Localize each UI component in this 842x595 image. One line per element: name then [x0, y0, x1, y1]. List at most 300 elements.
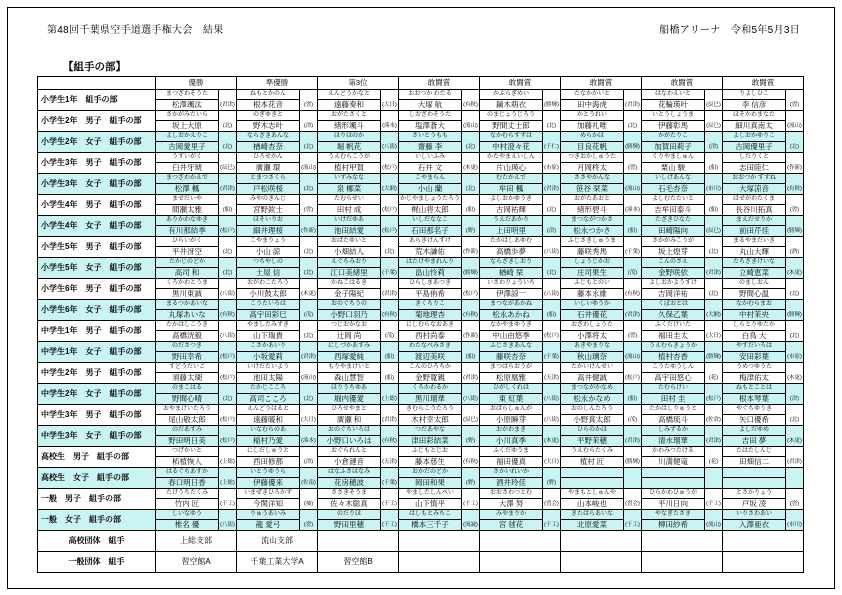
cell-content — [480, 426, 560, 446]
cell-content — [399, 426, 479, 446]
result-cell — [318, 489, 399, 510]
athlete-name: 池田太陽 — [253, 373, 283, 382]
name-block — [237, 153, 299, 173]
athlete-kana: ひろせかん — [237, 153, 299, 163]
athlete-kana: ひらしまあつき — [399, 279, 461, 289]
result-cell — [399, 300, 480, 321]
club-abbrev: (習) — [623, 321, 641, 341]
result-cell — [723, 363, 804, 384]
athlete-name: 坂上大原 — [172, 121, 202, 130]
result-cell — [561, 426, 642, 447]
athlete-kana: いしげあんな — [642, 174, 704, 184]
result-cell — [561, 258, 642, 279]
name-block — [318, 468, 380, 488]
cell-content — [561, 300, 641, 320]
name-block — [399, 342, 461, 362]
name-block — [399, 321, 461, 341]
result-cell — [156, 195, 237, 216]
athlete-kana: きたはらあいな — [561, 510, 623, 520]
result-cell — [480, 405, 561, 426]
result-cell — [642, 405, 723, 426]
team-result-cell — [399, 531, 480, 552]
name-block — [480, 342, 542, 362]
athlete-name: 植村杏香 — [658, 352, 688, 361]
result-cell — [156, 153, 237, 174]
club-abbrev: (習) — [299, 90, 317, 110]
name-block — [561, 510, 623, 530]
cell-content — [318, 258, 398, 278]
result-cell — [480, 279, 561, 300]
athlete-name: 藤本慈生 — [415, 457, 445, 466]
athlete-name: 小澤将太 — [577, 331, 607, 340]
name-block — [561, 195, 623, 215]
athlete-name: 高宇田彩巳 — [249, 310, 287, 319]
athlete-kana: はたけやまれんり — [399, 258, 461, 268]
cell-content — [156, 174, 236, 194]
athlete-name: 平井冴空 — [172, 247, 202, 256]
category-cell: 高校生 女子 組手の部 — [38, 468, 156, 489]
cell-content — [561, 426, 641, 446]
result-cell — [723, 468, 804, 489]
name-block — [237, 468, 299, 488]
result-cell — [723, 195, 804, 216]
result-cell — [156, 363, 237, 384]
club-abbrev: (北) — [542, 111, 560, 131]
athlete-name: 荒木謙佑 — [415, 247, 445, 256]
club-abbrev: (習) — [623, 153, 641, 173]
athlete-name: 志田陸仁 — [739, 163, 769, 172]
result-cell — [399, 321, 480, 342]
club-abbrev: (勝輝) — [623, 132, 641, 152]
cell-content — [237, 279, 317, 299]
cell-content — [156, 132, 236, 152]
athlete-name: 片山瑛心 — [496, 163, 526, 172]
result-cell — [480, 195, 561, 216]
name-block — [318, 174, 380, 194]
name-block — [399, 300, 461, 320]
athlete-name: 緒形颯斗 — [334, 121, 364, 130]
result-cell — [642, 174, 723, 195]
club-abbrev: (北) — [785, 279, 803, 299]
name-block — [399, 384, 461, 404]
club-abbrev: (市原) — [785, 342, 803, 362]
athlete-kana: いとうしょうま — [642, 111, 704, 121]
athlete-kana: こさかあいり — [237, 342, 299, 352]
name-block — [237, 237, 299, 257]
club-abbrev: (作新) — [461, 237, 479, 257]
cell-content — [318, 447, 398, 467]
result-cell — [318, 216, 399, 237]
result-cell — [156, 321, 237, 342]
category-cell: 一般団体 組手 — [38, 552, 156, 573]
athlete-kana: あらきけんすけ — [399, 237, 461, 247]
athlete-kana: まるつかあいな — [156, 300, 218, 310]
name-block — [237, 489, 299, 509]
category-cell: 高校生 男子 組手の部 — [38, 447, 156, 468]
name-block — [237, 426, 299, 446]
cell-content — [642, 279, 722, 299]
cell-content — [642, 111, 722, 131]
athlete-kana: やすだいろは — [723, 342, 785, 352]
result-cell — [399, 216, 480, 237]
athlete-kana: みやのきんじ — [237, 195, 299, 205]
club-abbrev: (辰巳) — [461, 405, 479, 425]
athlete-name: 楢崎杏奈 — [253, 142, 283, 151]
name-block — [156, 111, 218, 131]
club-abbrev: (有秋) — [218, 300, 236, 320]
name-block — [399, 111, 461, 131]
category-cell: 小学生5年 男子 組手の部 — [38, 237, 156, 258]
club-abbrev: (有秋) — [461, 447, 479, 467]
category-cell: 高校団体 組手 — [38, 531, 156, 552]
athlete-kana: いしだななこ — [399, 216, 461, 226]
club-abbrev: (君津) — [218, 90, 236, 110]
athlete-kana: つじおかなお — [318, 321, 380, 331]
club-abbrev: (北) — [785, 132, 803, 152]
cell-content — [480, 279, 560, 299]
athlete-name: 金野寛親 — [415, 373, 445, 382]
name-block — [156, 363, 218, 383]
club-abbrev: (松戸) — [218, 342, 236, 362]
name-block — [723, 426, 785, 446]
athlete-name: 廣瀬 和 — [336, 415, 362, 424]
result-cell — [480, 510, 561, 531]
result-cell — [723, 426, 804, 447]
athlete-name: 野間心温 — [739, 289, 769, 298]
club-abbrev: (勝輝) — [623, 447, 641, 467]
athlete-kana: にしだしゅうと — [237, 447, 299, 457]
name-block — [399, 90, 461, 110]
cell-content — [561, 174, 641, 194]
club-abbrev: (君津) — [218, 174, 236, 194]
result-cell — [237, 195, 318, 216]
name-block — [318, 132, 380, 152]
athlete-kana: やましたみずき — [237, 321, 299, 331]
team-result-cell — [723, 531, 804, 552]
athlete-kana: ふくだゆうま — [480, 447, 542, 457]
result-cell — [318, 111, 399, 132]
result-cell — [399, 405, 480, 426]
athlete-name: 佐々木聡真 — [330, 499, 368, 508]
result-cell — [318, 132, 399, 153]
cell-content — [561, 279, 641, 299]
athlete-kana: ありかわなゆき — [156, 216, 218, 226]
club-abbrev: (八街) — [542, 405, 560, 425]
club-abbrev: (勝輝) — [704, 342, 722, 362]
cell-content — [642, 426, 722, 446]
club-abbrev: (流山) — [623, 342, 641, 362]
result-cell — [399, 195, 480, 216]
club-abbrev — [623, 468, 641, 488]
athlete-name: 中山由悠季 — [492, 331, 530, 340]
athlete-kana: こんのさえ — [642, 258, 704, 268]
result-cell — [723, 90, 804, 111]
name-block — [642, 90, 704, 110]
category-cell: 一般 男子 組手の部 — [38, 489, 156, 510]
athlete-kana: いけだたいよう — [237, 363, 299, 373]
athlete-kana: ませだいや — [156, 195, 218, 205]
result-cell — [561, 405, 642, 426]
result-cell — [723, 216, 804, 237]
club-abbrev: (君津) — [623, 90, 641, 110]
athlete-name: 木村幸太郎 — [411, 415, 449, 424]
team-result-cell: 習空館B — [318, 552, 399, 573]
cell-content — [156, 258, 236, 278]
club-abbrev: (北) — [218, 132, 236, 152]
cell-content — [480, 342, 560, 362]
athlete-kana: はなふさほなみ — [318, 468, 380, 478]
name-block — [723, 111, 785, 131]
club-abbrev: (茂) — [623, 405, 641, 425]
athlete-kana: おぐられんと — [318, 447, 380, 457]
cell-content — [723, 489, 803, 509]
name-block — [156, 447, 218, 467]
result-cell — [561, 237, 642, 258]
club-abbrev: (大網) — [380, 174, 398, 194]
cell-content — [237, 90, 317, 110]
cell-content — [480, 237, 560, 257]
club-abbrev: (市川) — [704, 174, 722, 194]
cell-content — [237, 321, 317, 341]
athlete-name: 土屋 信 — [255, 268, 281, 277]
athlete-name: 辻岡 尚 — [336, 331, 362, 340]
athlete-name: 長谷川拓真 — [735, 205, 773, 214]
club-abbrev: (船) — [704, 153, 722, 173]
table-row — [38, 447, 804, 468]
club-abbrev: (野) — [461, 426, 479, 446]
result-cell — [642, 468, 723, 489]
name-block — [237, 447, 299, 467]
club-abbrev: (有秋) — [623, 279, 641, 299]
club-abbrev: (松戸) — [461, 279, 479, 299]
athlete-name: 李 信彦 — [741, 100, 767, 109]
athlete-name: 緒形碧斗 — [577, 205, 607, 214]
club-abbrev: (花) — [704, 447, 722, 467]
result-cell — [237, 321, 318, 342]
name-block — [723, 321, 785, 341]
club-abbrev: (船) — [218, 195, 236, 215]
athlete-name: 小山 諒 — [255, 247, 281, 256]
name-block — [723, 132, 785, 152]
result-cell — [318, 195, 399, 216]
athlete-name: 根本花音 — [253, 100, 283, 109]
athlete-kana: えんどうかなと — [318, 90, 380, 100]
club-abbrev: (北) — [461, 132, 479, 152]
result-cell — [480, 258, 561, 279]
name-block — [723, 384, 785, 404]
club-abbrev: (船) — [704, 195, 722, 215]
cell-content — [156, 321, 236, 341]
athlete-name: 野田明日美 — [168, 436, 206, 445]
club-abbrev: (北) — [299, 258, 317, 278]
athlete-name: 高橋歩夢 — [496, 247, 526, 256]
athlete-kana: ほりほのか — [318, 132, 380, 142]
athlete-name: 伊藤彰馬 — [658, 121, 688, 130]
club-abbrev: (勝輝) — [461, 258, 479, 278]
athlete-name: 細井理桜 — [253, 226, 283, 235]
club-abbrev: (大網) — [704, 300, 722, 320]
athlete-kana: おおつか わたる — [399, 90, 461, 100]
name-block — [318, 447, 380, 467]
athlete-name: 間瀬太雅 — [172, 205, 202, 214]
name-block — [399, 363, 461, 383]
name-block — [723, 363, 785, 383]
cell-content — [399, 279, 479, 299]
club-abbrev: (君津) — [380, 405, 398, 425]
athlete-kana: くろかわとうま — [156, 279, 218, 289]
club-abbrev: (北) — [299, 132, 317, 152]
result-cell — [642, 216, 723, 237]
name-block — [723, 258, 785, 278]
athlete-name: 酒井玲佳 — [496, 478, 526, 487]
cell-content — [723, 342, 803, 362]
athlete-kana — [561, 468, 623, 478]
club-abbrev: (君津) — [542, 174, 560, 194]
cell-content — [318, 90, 398, 110]
cell-content — [480, 216, 560, 236]
athlete-kana: たちざきけいな — [723, 258, 785, 268]
cell-content — [561, 153, 641, 173]
result-cell — [237, 447, 318, 468]
result-cell — [723, 447, 804, 468]
name-block — [156, 384, 218, 404]
name-block — [561, 321, 623, 341]
club-abbrev: (上総) — [218, 447, 236, 467]
cell-content — [156, 468, 236, 488]
cell-content — [318, 153, 398, 173]
cell-content — [642, 489, 722, 509]
cell-content — [480, 132, 560, 152]
name-block — [399, 195, 461, 215]
athlete-name: 松永あかね — [492, 310, 530, 319]
club-abbrev — [785, 468, 803, 488]
name-block — [318, 321, 380, 341]
result-cell — [642, 489, 723, 510]
name-block — [480, 195, 542, 215]
cell-content — [237, 216, 317, 236]
name-block — [480, 279, 542, 299]
cell-content — [480, 195, 560, 215]
result-cell — [318, 510, 399, 531]
result-cell — [156, 426, 237, 447]
athlete-kana: よしおかえりこ — [156, 132, 218, 142]
club-abbrev: (千工) — [704, 489, 722, 509]
result-cell — [318, 363, 399, 384]
team-result-cell: 習空館A — [156, 552, 237, 573]
result-cell — [318, 321, 399, 342]
name-block — [399, 510, 461, 530]
club-abbrev: (有秋) — [380, 300, 398, 320]
athlete-kana: たむらせい — [318, 195, 380, 205]
club-abbrev: (松戸) — [380, 195, 398, 215]
cell-content — [399, 321, 479, 341]
athlete-name: 矢口優希 — [739, 415, 769, 424]
athlete-name: 堀内優愛 — [334, 394, 364, 403]
result-cell — [156, 132, 237, 153]
athlete-kana: ふじさきあんな — [480, 342, 542, 352]
name-block — [561, 342, 623, 362]
result-cell — [237, 384, 318, 405]
athlete-kana: なかむらすずは — [480, 132, 542, 142]
table-row — [38, 531, 804, 552]
club-abbrev: (君津) — [461, 363, 479, 383]
athlete-kana: おがわまき — [480, 426, 542, 436]
cell-content — [399, 237, 479, 257]
athlete-kana: かとうれい — [561, 111, 623, 121]
cell-content — [237, 237, 317, 257]
name-block — [318, 342, 380, 362]
club-abbrev: (湊本) — [623, 195, 641, 215]
club-abbrev: (千葉) — [623, 237, 641, 257]
athlete-name: 柘植恢人 — [172, 457, 202, 466]
name-block — [237, 321, 299, 341]
cell-content — [156, 405, 236, 425]
athlete-kana: よしおかゆうき — [480, 195, 542, 205]
athlete-kana: まつながかなめ — [561, 384, 623, 394]
athlete-name: 伊藤優来 — [253, 478, 283, 487]
athlete-kana: たかはしこうき — [156, 321, 218, 331]
name-block — [642, 342, 704, 362]
name-block — [399, 279, 461, 299]
cell-content — [237, 510, 317, 530]
cell-content — [399, 510, 479, 530]
name-block — [480, 405, 542, 425]
name-block — [561, 468, 623, 488]
result-cell — [318, 447, 399, 468]
athlete-kana: うえむらこうが — [318, 153, 380, 163]
club-abbrev: (木更) — [785, 426, 803, 446]
club-abbrev: (北) — [542, 258, 560, 278]
athlete-name: 楢崎 栞 — [498, 268, 524, 277]
club-abbrev: (野) — [542, 468, 560, 488]
cell-content — [723, 321, 803, 341]
result-cell — [318, 342, 399, 363]
cell-content — [561, 258, 641, 278]
table-row — [38, 321, 804, 342]
athlete-name: 堀 帆花 — [336, 142, 362, 151]
athlete-kana: うすいがく — [156, 153, 218, 163]
club-abbrev: (花) — [704, 363, 722, 383]
club-abbrev: (松戸) — [218, 216, 236, 236]
cell-content — [318, 111, 398, 131]
cell-content — [156, 111, 236, 131]
cell-content — [561, 384, 641, 404]
header-row — [38, 77, 804, 90]
cell-content — [642, 174, 722, 194]
result-cell — [156, 258, 237, 279]
athlete-name: 有川那結季 — [168, 226, 206, 235]
athlete-kana: むたかえで — [480, 174, 542, 184]
club-abbrev: (木更) — [299, 279, 317, 299]
athlete-name: 江口美緒里 — [330, 268, 368, 277]
athlete-kana: しょうじかお — [561, 258, 623, 268]
club-abbrev: (津) — [542, 216, 560, 236]
cell-content — [318, 174, 398, 194]
result-cell — [237, 300, 318, 321]
athlete-name: 松永かなめ — [573, 394, 611, 403]
club-abbrev: (松戸) — [218, 426, 236, 446]
club-abbrev: (津) — [299, 447, 317, 467]
athlete-kana: よしだゆめ — [723, 426, 785, 436]
athlete-kana: よしおかゆりこ — [723, 132, 785, 142]
athlete-name: 花輪瑛叶 — [658, 100, 688, 109]
cell-content — [237, 300, 317, 320]
result-cell — [399, 90, 480, 111]
cell-content — [318, 468, 398, 488]
athlete-name: 岡田和果 — [415, 478, 445, 487]
name-block — [642, 132, 704, 152]
name-block — [156, 405, 218, 425]
